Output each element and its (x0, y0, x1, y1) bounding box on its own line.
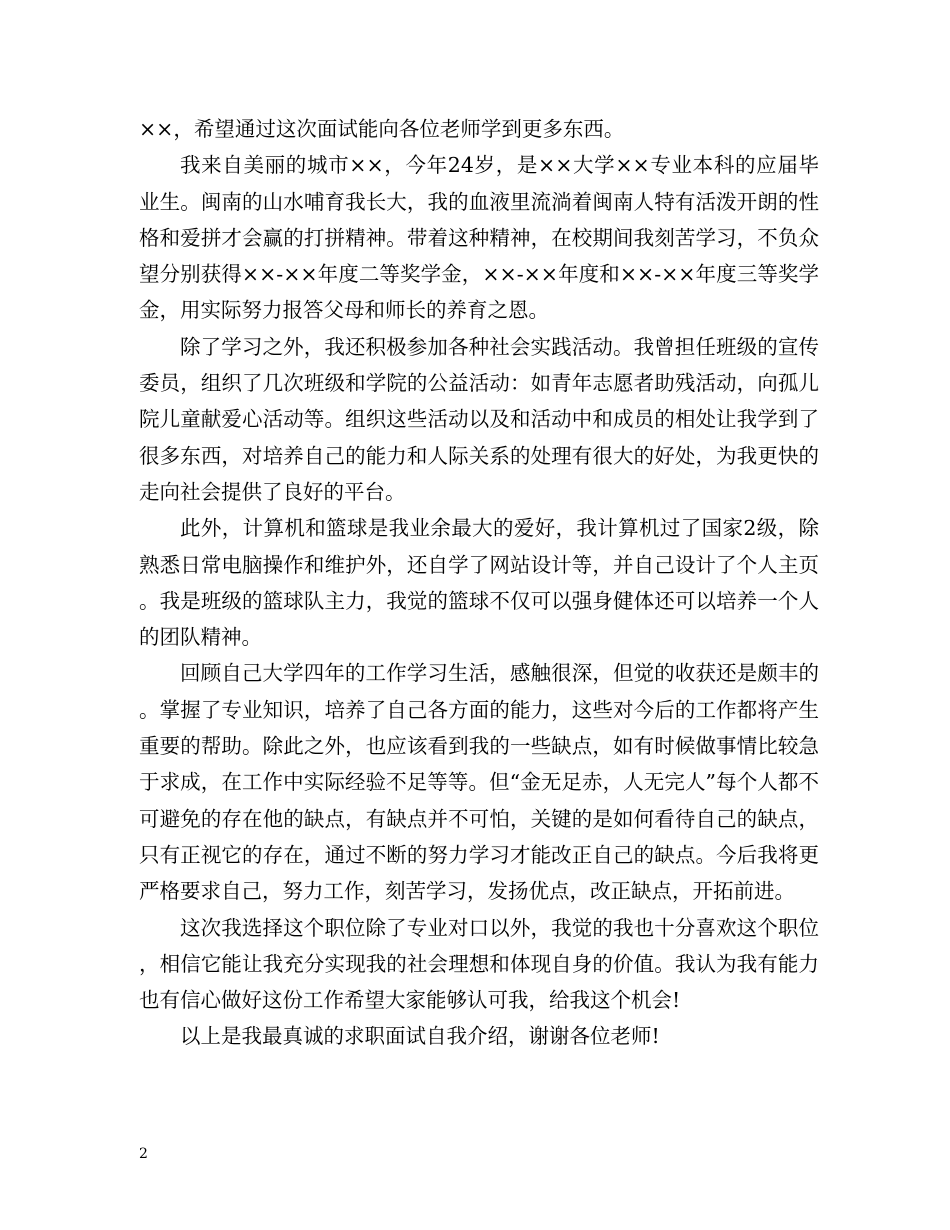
paragraph-closing: 以上是我最真诚的求职面试自我介绍，谢谢各位老师! (180, 1024, 660, 1049)
paragraph-continued: ××，希望通过这次面试能向各位老师学到更多东西。 (139, 117, 625, 141)
page-number: 2 (139, 1146, 148, 1162)
paragraph-hobbies: 此外，计算机和篮球是我业余最大的爱好，我计算机过了国家2级，除熟悉日常电脑操作和维护外，还自学了网站设计等，并自己设计了个人主页。我是班级的篮球队主力，我觉的篮球不仅可以强身健体还可以培养一个人的团队精神。 (139, 516, 819, 650)
document-body (139, 111, 819, 1055)
paragraph-reflection: 回顾自己大学四年的工作学习生活，感触很深，但觉的收获还是颇丰的。掌握了专业知识，培养了自己各方面的能力，这些对今后的工作都将产生重要的帮助。除此之外，也应该看到我的一些缺点，如有时候做事情比较急于求成，在工作中实际经验不足等等。但“金无足赤，人无完人”每个人都不可避免的存在他的缺点，有缺点并不可怕，关键的是如何看待自己的缺点，只有正视它的存在，通过不断的努力学习才能改正自己的缺点。今后我将更严格要求自己，努力工作，刻苦学习，发扬优点，改正缺点，开拓前进。 (139, 661, 819, 904)
paragraph-position-choice: 这次我选择这个职位除了专业对口以外，我觉的我也十分喜欢这个职位，相信它能让我充分实现我的社会理想和体现自身的价值。我认为我有能力也有信心做好这份工作希望大家能够认可我，给我这个机会! (139, 915, 819, 1013)
paragraph-background: 我来自美丽的城市××，今年24岁，是××大学××专业本科的应届毕业生。闽南的山水哺育我长大，我的血液里流淌着闽南人特有活泼开朗的性格和爱拼才会赢的打拼精神。带着这种精神，在校期间我刻苦学习，不负众望分别获得××-××年度二等奖学金，××-××年度和××-××年度三等奖学金，用实际努力报答父母和师长的养育之恩。 (139, 153, 819, 323)
paragraph-activities: 除了学习之外，我还积极参加各种社会实践活动。我曾担任班级的宣传委员，组织了几次班级和学院的公益活动：如青年志愿者助残活动，向孤儿院儿童献爱心活动等。组织这些活动以及和活动中和成员的相处让我学到了很多东西，对培养自己的能力和人际关系的处理有很大的好处，为我更快的走向社会提供了良好的平台。 (139, 334, 819, 504)
